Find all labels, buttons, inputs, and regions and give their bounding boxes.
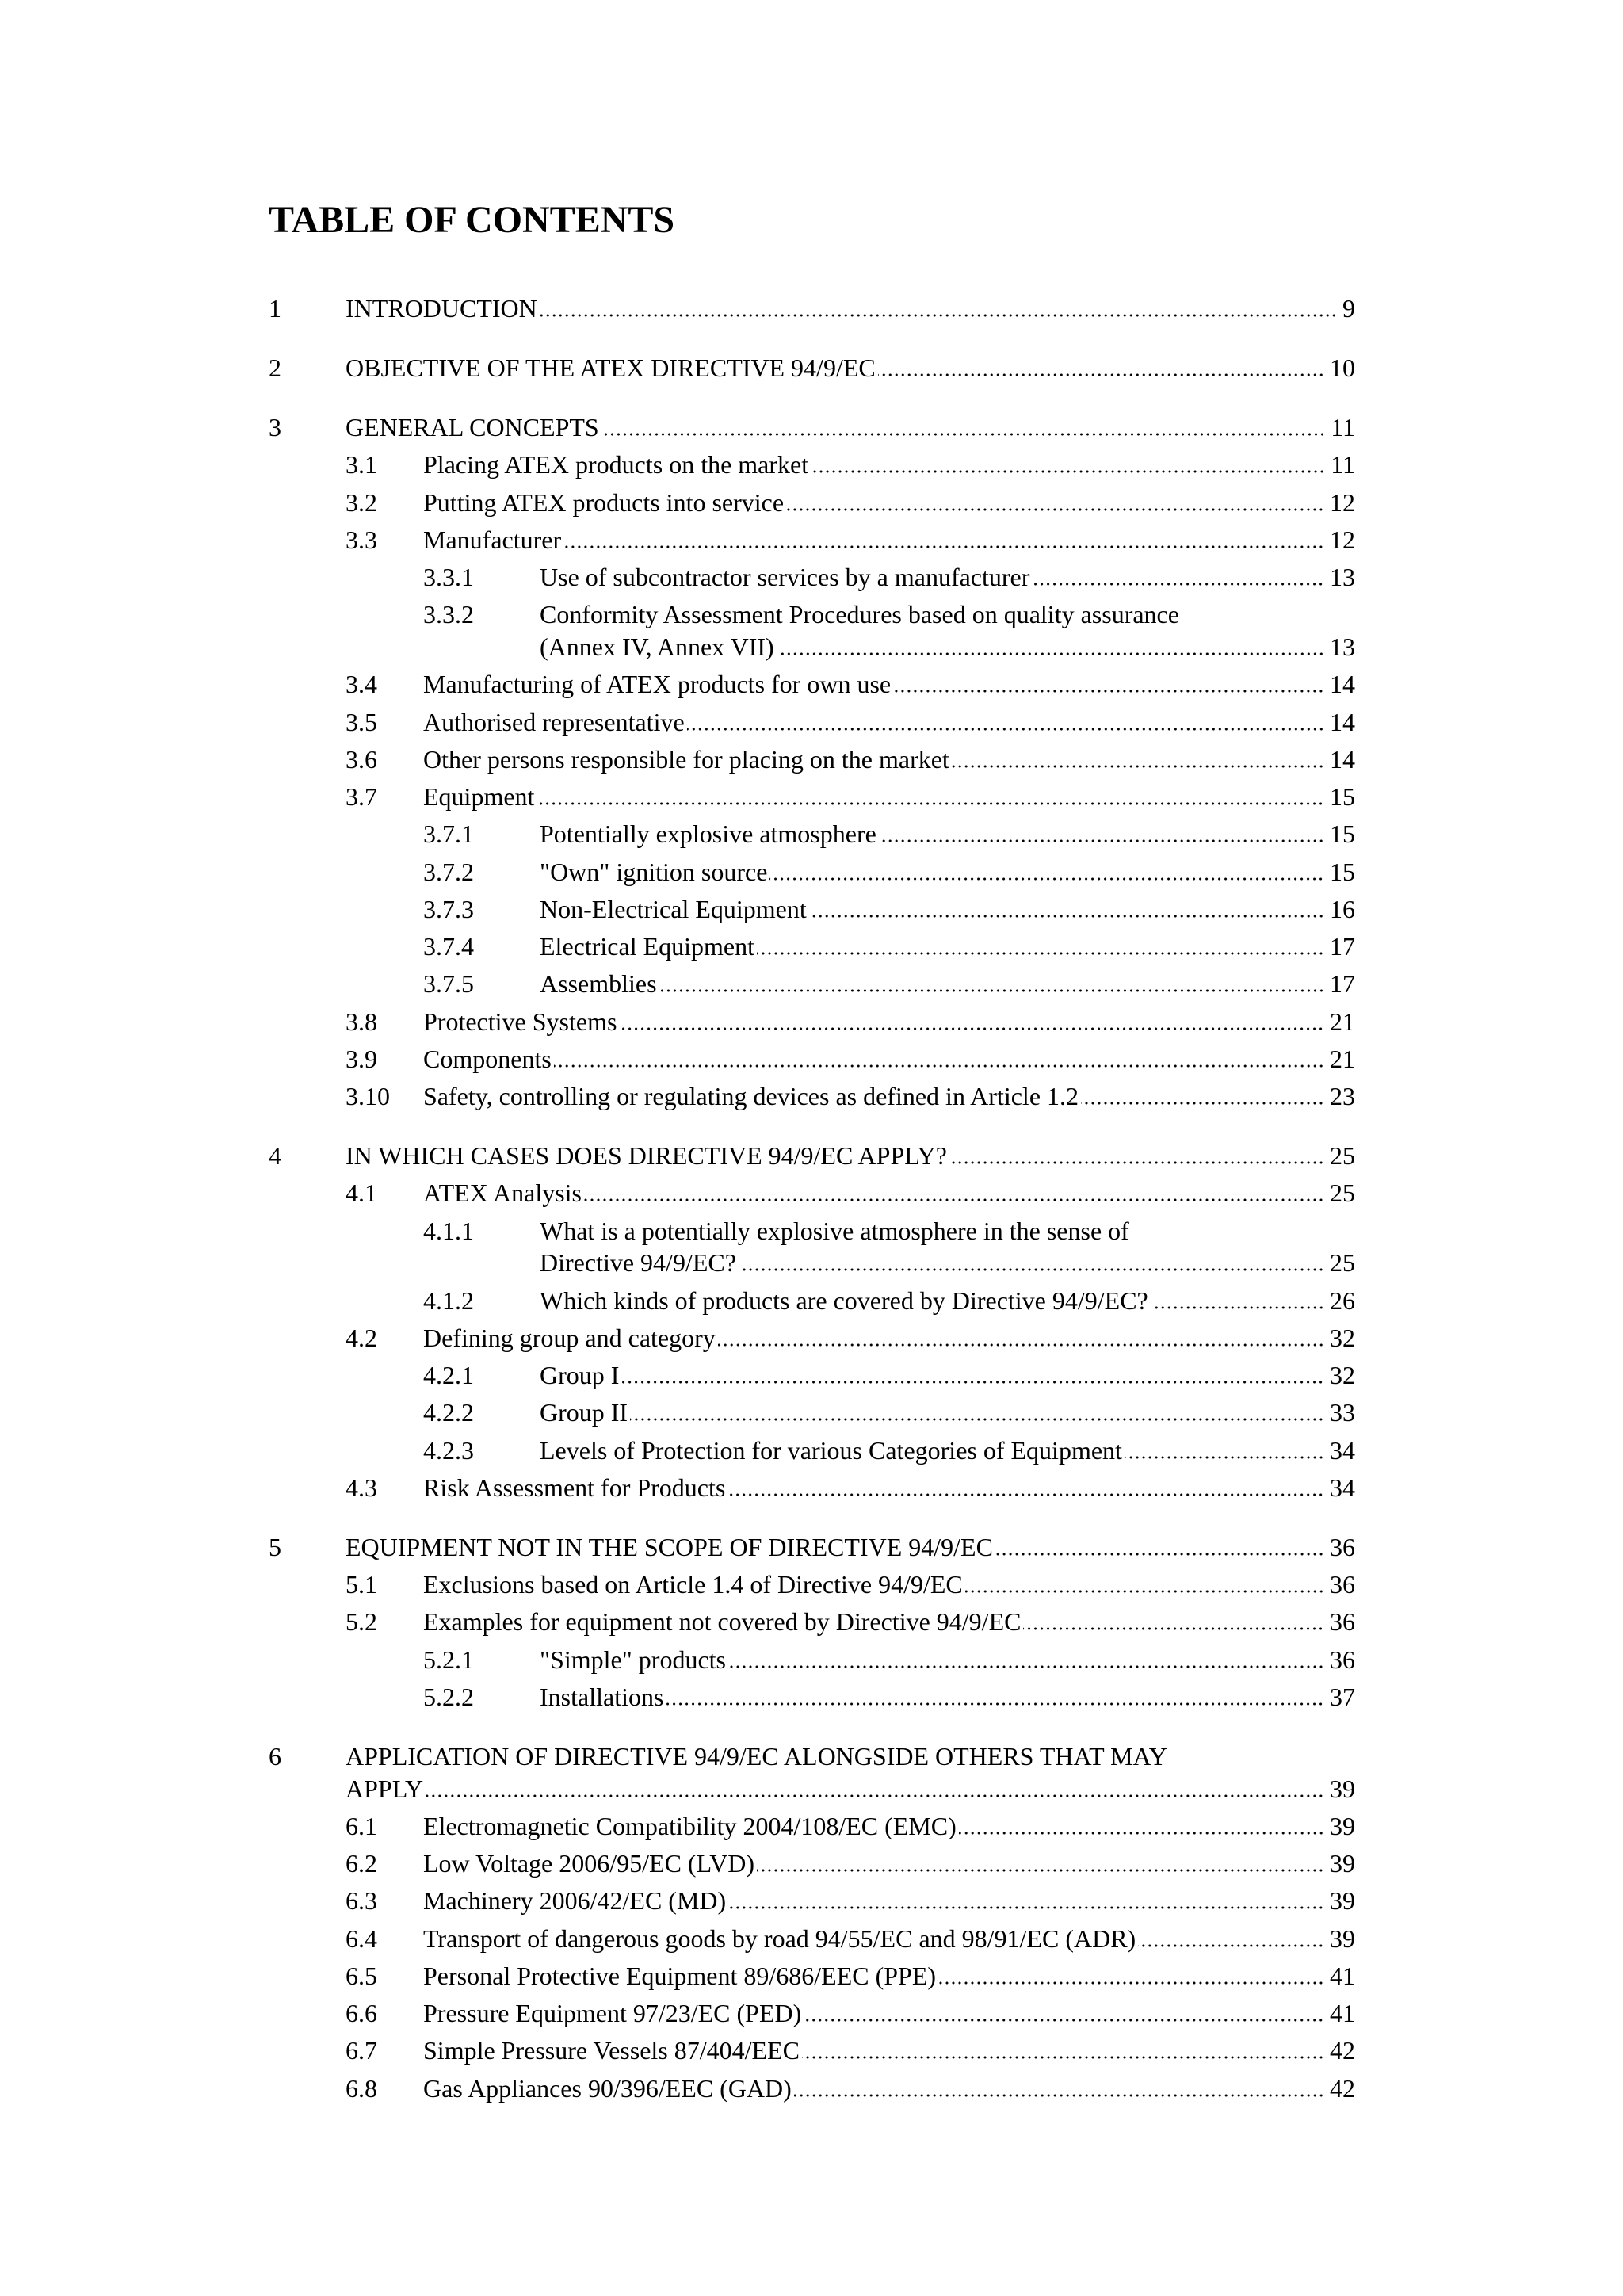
entry-page-number: 12 [1330,525,1355,554]
entry-title: Safety, controlling or regulating devices as defined in Article 1.2 [423,1081,1079,1110]
dot-leader [1023,1606,1324,1638]
toc-entry-5-2-2 [269,1681,1355,1713]
dot-leader [804,1997,1324,2030]
entry-number: 3.9 [346,1044,377,1073]
toc-entry-3-7-5 [269,968,1355,1000]
entry-page-number: 32 [1330,1323,1355,1352]
entry-page-number: 17 [1330,932,1355,961]
toc-entry-5-1 [269,1568,1355,1601]
toc-entry-4-2-2 [269,1396,1355,1429]
entry-title-continuation: Directive 94/9/EC? [540,1248,736,1278]
entry-title: Machinery 2006/42/EC (MD) [423,1886,727,1916]
entry-title: What is a potentially explosive atmosphere in the sense of [540,1216,1129,1245]
entry-number: 3.7.1 [423,819,474,849]
dot-leader [938,1960,1324,1992]
dot-leader [1032,561,1324,594]
entry-title: Manufacturing of ATEX products for own use [423,670,892,699]
toc-entry-6-5 [269,1960,1355,1992]
entry-number: 3.8 [346,1007,377,1036]
entry-page-number: 17 [1330,969,1355,999]
toc-entry-4-1-2 [269,1285,1355,1317]
entry-number: 3.6 [346,744,377,774]
entry-number: 4.1.1 [423,1216,474,1245]
entry-page-number: 14 [1330,670,1355,699]
entry-title: Installations [540,1682,664,1711]
toc-entry-4-1 [269,1177,1355,1209]
entry-page-number: 34 [1330,1473,1355,1502]
entry-page-number: 39 [1330,1811,1355,1840]
entry-page-number: 36 [1330,1607,1355,1637]
entry-title: Use of subcontractor services by a manufacturer [540,563,1030,592]
entry-page-number: 36 [1330,1532,1355,1561]
toc-entry-4-2-3 [269,1435,1355,1467]
entry-number: 6.6 [346,1999,377,2028]
toc-entry-4-1-1 [269,1215,1355,1280]
entry-number: 3.4 [346,670,377,699]
entry-page-number: 36 [1330,1570,1355,1599]
entry-title: Assemblies [540,969,657,999]
toc-entry-4-2-1 [269,1359,1355,1392]
entry-title: EQUIPMENT NOT IN THE SCOPE OF DIRECTIVE 94/9/EC [346,1532,993,1561]
entry-title: Components [423,1044,552,1073]
toc-entry-3-7-2 [269,856,1355,888]
entry-page-number: 39 [1330,1774,1355,1803]
toc-entry-6-2 [269,1847,1355,1880]
dot-leader [995,1531,1324,1564]
entry-number: 6.4 [346,1924,377,1953]
entry-number: 4.1 [346,1179,377,1208]
entry-number: 4.3 [346,1473,377,1502]
entry-title: "Simple" products [540,1645,726,1674]
entry-page-number: 10 [1330,353,1355,383]
entry-title: Personal Protective Equipment 89/686/EEC (PPE) [423,1961,937,1990]
dot-leader [879,818,1324,850]
entry-title: Protective Systems [423,1007,617,1036]
entry-page-number: 15 [1330,819,1355,849]
entry-page-number: 32 [1330,1361,1355,1390]
entry-title: Pressure Equipment 97/23/EC (PED) [423,1999,802,2028]
entry-title: Defining group and category [423,1323,716,1352]
dot-leader [786,487,1324,519]
entry-page-number: 39 [1330,1849,1355,1878]
toc-entry-6-3 [269,1885,1355,1917]
dot-leader [687,706,1324,739]
toc-entry-3-1 [269,449,1355,481]
entry-page-number: 13 [1330,563,1355,592]
dot-leader [659,968,1324,1000]
entry-title: Putting ATEX products into service [423,487,785,517]
toc-entry-4 [269,1140,1355,1172]
dot-leader [802,2034,1324,2067]
dot-leader [1138,1923,1324,1955]
entry-number: 6.7 [346,2036,377,2065]
dot-leader [727,1472,1324,1504]
entry-page-number: 23 [1330,1081,1355,1110]
toc-entry-3 [269,411,1355,444]
dot-leader [959,1810,1324,1843]
dot-leader [666,1681,1324,1713]
toc-entry-6-7 [269,2034,1355,2067]
dot-leader [630,1396,1324,1429]
entry-title: "Own" ignition source [540,857,768,886]
entry-page-number: 12 [1330,487,1355,517]
entry-number: 3 [269,413,281,442]
entry-number: 4.2.2 [423,1398,474,1427]
entry-page-number: 26 [1330,1286,1355,1315]
entry-title: APPLICATION OF DIRECTIVE 94/9/EC ALONGSIDE OTHERS THAT MAY [346,1741,1167,1771]
toc-entry-3-8 [269,1006,1355,1038]
entry-title: OBJECTIVE OF THE ATEX DIRECTIVE 94/9/EC [346,353,876,383]
entry-title: ATEX Analysis [423,1179,582,1208]
entry-number: 5.1 [346,1570,377,1599]
dot-leader [809,893,1324,926]
entry-page-number: 25 [1330,1179,1355,1208]
toc-entry-3-10 [269,1080,1355,1113]
toc-entry-2 [269,352,1355,384]
entry-number: 1 [269,294,281,323]
dot-leader [757,930,1324,963]
entry-title: GENERAL CONCEPTS [346,413,599,442]
entry-title: Simple Pressure Vessels 87/404/EEC [423,2036,800,2065]
dot-leader [554,1043,1324,1075]
toc-entry-6-8 [269,2073,1355,2105]
entry-title: Electrical Equipment [540,932,754,961]
entry-number: 6 [269,1741,281,1771]
entry-page-number: 14 [1330,744,1355,774]
dot-leader [728,1885,1324,1917]
entry-title-continuation: APPLY [346,1774,424,1803]
entry-number: 3.3.1 [423,563,474,592]
entry-page-number: 14 [1330,707,1355,736]
toc-entry-3-7-1 [269,818,1355,850]
entry-title: IN WHICH CASES DOES DIRECTIVE 94/9/EC APPLY? [346,1141,947,1171]
entry-title: Low Voltage 2006/95/EC (LVD) [423,1849,755,1878]
entry-page-number: 16 [1330,894,1355,923]
dot-leader [584,1177,1324,1209]
entry-page-number: 21 [1330,1007,1355,1036]
entry-page-number: 11 [1331,413,1355,442]
dot-leader [728,1644,1324,1676]
entry-page-number: 25 [1330,1141,1355,1171]
dot-leader [777,631,1324,663]
entry-page-number: 15 [1330,782,1355,812]
entry-title: Other persons responsible for placing on the market [423,744,949,774]
dot-leader [1125,1435,1324,1467]
toc-entry-3-3 [269,524,1355,556]
entry-title: Transport of dangerous goods by road 94/55/EC and 98/91/EC (ADR) [423,1924,1136,1953]
entry-number: 3.7.4 [423,932,474,961]
entry-title: Potentially explosive atmosphere [540,819,876,849]
entry-title: Risk Assessment for Products [423,1473,726,1502]
toc-entry-3-6 [269,743,1355,776]
entry-title-continuation: (Annex IV, Annex VII) [540,632,774,662]
dot-leader [965,1568,1324,1601]
entry-page-number: 11 [1331,450,1355,479]
entry-number: 3.2 [346,487,377,517]
entry-number: 5 [269,1532,281,1561]
entry-page-number: 42 [1330,2036,1355,2065]
entry-title: Gas Appliances 90/396/EEC (GAD) [423,2073,792,2103]
entry-number: 3.3 [346,525,377,554]
entry-page-number: 15 [1330,857,1355,886]
entry-number: 4.2.3 [423,1435,474,1465]
entry-title: Authorised representative [423,707,685,736]
toc-entry-3-5 [269,706,1355,739]
entry-title: Exclusions based on Article 1.4 of Directive 94/9/EC [423,1570,963,1599]
entry-title: Conformity Assessment Procedures based on quality assurance [540,600,1179,629]
dot-leader [537,781,1324,813]
entry-number: 2 [269,353,281,383]
entry-number: 4.2.1 [423,1361,474,1390]
entry-page-number: 25 [1330,1248,1355,1278]
dot-leader [1081,1080,1324,1113]
entry-number: 3.7.3 [423,894,474,923]
entry-page-number: 41 [1330,1999,1355,2028]
dot-leader [794,2073,1324,2105]
entry-title: Which kinds of products are covered by Directive 94/9/EC? [540,1286,1148,1315]
entry-number: 3.7 [346,782,377,812]
dot-leader [949,1140,1324,1172]
toc-entry-3-3-1 [269,561,1355,594]
toc-entry-4-3 [269,1472,1355,1504]
entry-number: 3.10 [346,1081,390,1110]
entry-number: 3.7.2 [423,857,474,886]
entry-number: 6.8 [346,2073,377,2103]
dot-leader [757,1847,1324,1880]
toc-entry-6-6 [269,1997,1355,2030]
entry-page-number: 42 [1330,2073,1355,2103]
toc-entry-5 [269,1531,1355,1564]
entry-title: Manufacturer [423,525,562,554]
entry-number: 6.1 [346,1811,377,1840]
entry-title: Examples for equipment not covered by Directive 94/9/EC [423,1607,1022,1637]
entry-number: 3.7.5 [423,969,474,999]
toc-list [269,292,1355,2110]
entry-page-number: 39 [1330,1886,1355,1916]
entry-page-number: 36 [1330,1645,1355,1674]
toc-entry-1 [269,292,1355,325]
toc-entry-3-2 [269,487,1355,519]
toc-entry-4-2 [269,1322,1355,1354]
entry-number: 5.2.2 [423,1682,474,1711]
toc-entry-6-4 [269,1923,1355,1955]
dot-leader [1151,1285,1324,1317]
toc-entry-3-7-3 [269,893,1355,926]
entry-number: 3.5 [346,707,377,736]
entry-page-number: 9 [1342,294,1355,323]
entry-page-number: 39 [1330,1924,1355,1953]
dot-leader [540,292,1337,325]
entry-page-number: 37 [1330,1682,1355,1711]
toc-entry-3-4 [269,668,1355,701]
dot-leader [563,524,1324,556]
dot-leader [878,352,1324,384]
dot-leader [718,1322,1324,1354]
entry-number: 3.3.2 [423,600,474,629]
entry-number: 4.2 [346,1323,377,1352]
dot-leader [621,1359,1324,1392]
dot-leader [739,1247,1324,1279]
toc-entry-3-7-4 [269,930,1355,963]
entry-title: Group II [540,1398,628,1427]
dot-leader [769,856,1324,888]
dot-leader [893,668,1324,701]
entry-page-number: 34 [1330,1435,1355,1465]
entry-page-number: 41 [1330,1961,1355,1990]
entry-number: 4 [269,1141,281,1171]
entry-number: 6.2 [346,1849,377,1878]
page-title: TABLE OF CONTENTS [269,199,675,241]
entry-title: Group I [540,1361,620,1390]
toc-entry-3-9 [269,1043,1355,1075]
entry-number: 4.1.2 [423,1286,474,1315]
dot-leader [601,411,1325,444]
entry-number: 5.2 [346,1607,377,1637]
entry-number: 6.3 [346,1886,377,1916]
entry-page-number: 13 [1330,632,1355,662]
toc-entry-6-1 [269,1810,1355,1843]
entry-title: Equipment [423,782,535,812]
dot-leader [619,1006,1324,1038]
entry-title: Non-Electrical Equipment [540,894,807,923]
toc-entry-3-3-2 [269,598,1355,663]
dot-leader [811,449,1325,481]
entry-title: INTRODUCTION [346,294,537,323]
entry-title: Placing ATEX products on the market [423,450,809,479]
toc-entry-5-2-1 [269,1644,1355,1676]
dot-leader [952,743,1324,776]
entry-title: Electromagnetic Compatibility 2004/108/EC (EMC) [423,1811,957,1840]
entry-number: 3.1 [346,450,377,479]
toc-entry-6 [269,1740,1355,1805]
toc-entry-3-7 [269,781,1355,813]
entry-page-number: 21 [1330,1044,1355,1073]
entry-title: Levels of Protection for various Categories of Equipment [540,1435,1122,1465]
entry-page-number: 33 [1330,1398,1355,1427]
entry-number: 5.2.1 [423,1645,474,1674]
entry-number: 6.5 [346,1961,377,1990]
toc-entry-5-2 [269,1606,1355,1638]
dot-leader [426,1773,1324,1805]
